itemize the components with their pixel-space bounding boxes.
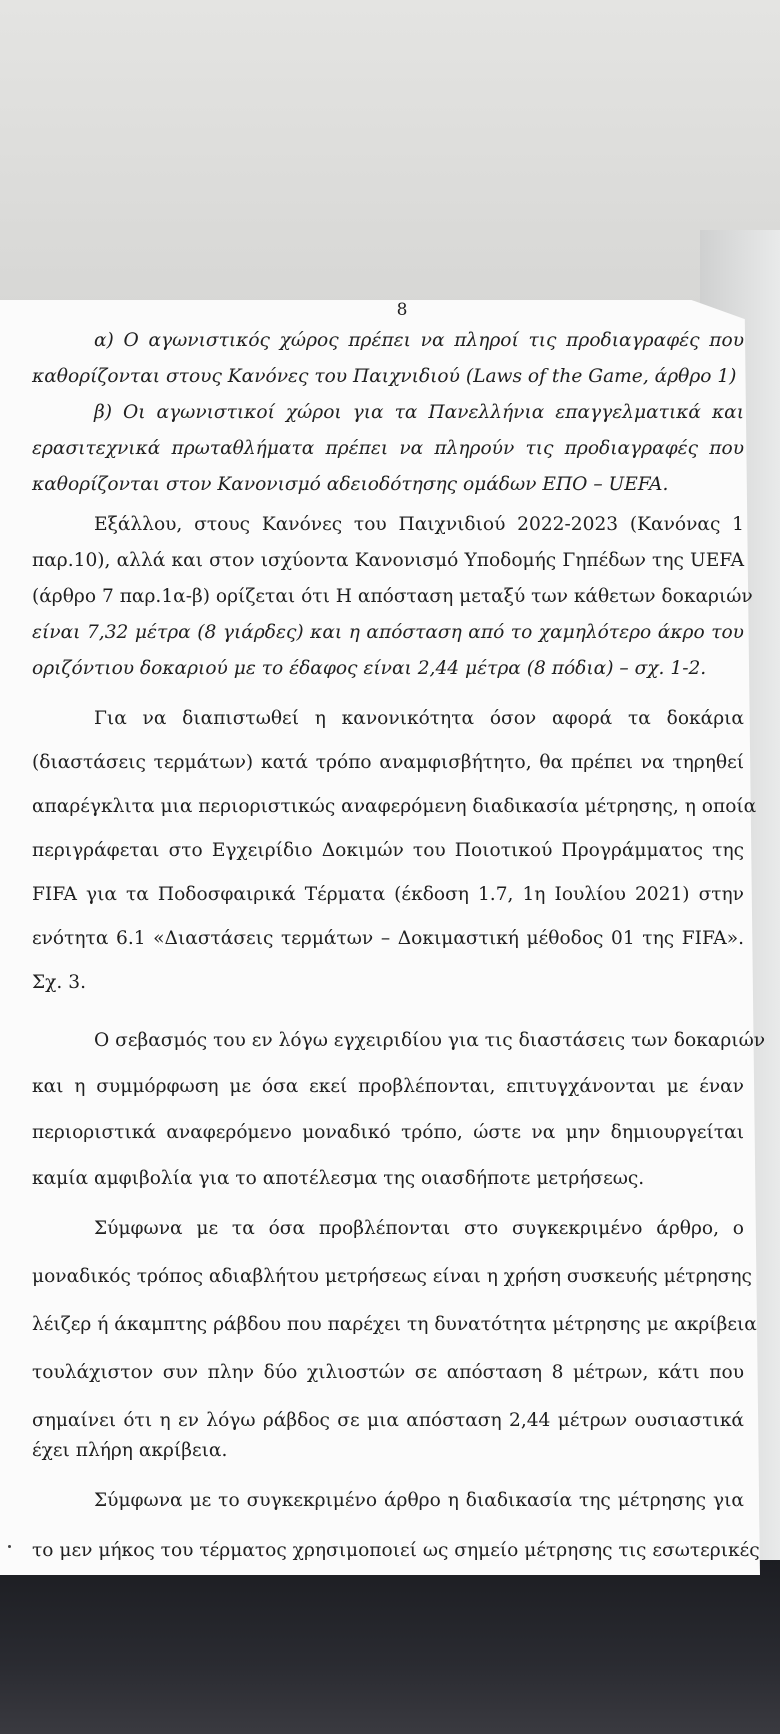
text-line: παρ.10), αλλά και στον ισχύοντα Κανονισμό Υποδομής Γηπέδων της UEFA <box>32 550 744 571</box>
text-line: καμία αμφιβολία για το αποτέλεσμα της οιασδήποτε μετρήσεως. <box>32 1168 645 1189</box>
text-line: περιοριστικά αναφερόμενο μοναδικό τρόπο, ώστε να μην δημιουργείται <box>32 1122 744 1143</box>
text-line: FIFA για τα Ποδοσφαιρικά Τέρματα (έκδοση 1.7, 1η Ιουλίου 2021) στην <box>32 884 744 905</box>
text-line: τουλάχιστον συν πλην δύο χιλιοστών σε απόσταση 8 μέτρων, κάτι που <box>32 1362 744 1383</box>
text-line: το μεν μήκος του τέρματος χρησιμοποιεί ως σημείο μέτρησης τις εσωτερικές <box>32 1540 760 1561</box>
page-number: 8 <box>396 300 408 320</box>
text-line: (άρθρο 7 παρ.1α-β) ορίζεται ότι Η απόσταση μεταξύ των κάθετων δοκαριών <box>32 586 753 607</box>
text-line: καθορίζονται στον Κανονισμό αδειοδότησης ομάδων ΕΠΟ – UEFA. <box>32 474 669 495</box>
text-line: Σχ. 3. <box>32 972 86 993</box>
text-line: περιγράφεται στο Εγχειρίδιο Δοκιμών του Ποιοτικού Προγράμματος της <box>32 840 744 861</box>
document-text <box>32 300 766 1440</box>
text-line: Σύμφωνα με τα όσα προβλέπονται στο συγκεκριμένο άρθρο, ο <box>94 1218 744 1239</box>
background-wall <box>0 0 780 330</box>
text-line: ενότητα 6.1 «Διαστάσεις τερμάτων – Δοκιμαστική μέθοδος 01 της FIFA». <box>32 928 744 949</box>
text-line: Για να διαπιστωθεί η κανονικότητα όσον αφορά τα δοκάρια <box>94 708 744 729</box>
text-line: Εξάλλου, στους Κανόνες του Παιχνιδιού 2022-2023 (Κανόνας 1 <box>94 514 744 535</box>
text-line: είναι 7,32 μέτρα (8 γιάρδες) και η απόσταση από το χαμηλότερο άκρο του <box>32 622 744 643</box>
text-line: σημαίνει ότι η εν λόγω ράβδος σε μια απόσταση 2,44 μέτρων ουσιαστικά <box>32 1410 744 1431</box>
text-line: Σύμφωνα με το συγκεκριμένο άρθρο η διαδικασία της μέτρησης για <box>94 1490 744 1511</box>
text-line: έχει πλήρη ακρίβεια. <box>32 1440 228 1461</box>
text-line: Ο σεβασμός του εν λόγω εγχειριδίου για τις διαστάσεις των δοκαριών <box>94 1030 766 1051</box>
text-line: και η συμμόρφωση με όσα εκεί προβλέπονται, επιτυγχάνονται με έναν <box>32 1076 744 1097</box>
document-text-lower <box>32 1440 760 1561</box>
text-line: β) Οι αγωνιστικοί χώροι για τα Πανελλήνια επαγγελματικά και <box>94 402 744 423</box>
background-desk <box>0 1560 780 1734</box>
text-line: α) Ο αγωνιστικός χώρος πρέπει να πληροί τις προδιαγραφές που <box>94 330 744 351</box>
text-line: ερασιτεχνικά πρωταθλήματα πρέπει να πληρούν τις προδιαγραφές που <box>32 438 744 459</box>
text-line: οριζόντιου δοκαριού με το έδαφος είναι 2,44 μέτρα (8 πόδια) – σχ. 1-2. <box>32 658 707 679</box>
text-line: μοναδικός τρόπος αδιαβλήτου μετρήσεως είναι η χρήση συσκευής μέτρησης <box>32 1266 752 1287</box>
margin-mark <box>8 1545 11 1548</box>
text-line: (διαστάσεις τερμάτων) κατά τρόπο αναμφισβήτητο, θα πρέπει να τηρηθεί <box>32 752 744 773</box>
text-line: απαρέγκλιτα μια περιοριστικώς αναφερόμενη διαδικασία μέτρησης, η οποία <box>32 796 757 817</box>
text-line: λέιζερ ή άκαμπτης ράβδου που παρέχει τη δυνατότητα μέτρησης με ακρίβεια <box>32 1314 757 1335</box>
text-line: καθορίζονται στους Κανόνες του Παιχνιδιού (Laws of the Game, άρθρο 1) <box>32 366 737 387</box>
